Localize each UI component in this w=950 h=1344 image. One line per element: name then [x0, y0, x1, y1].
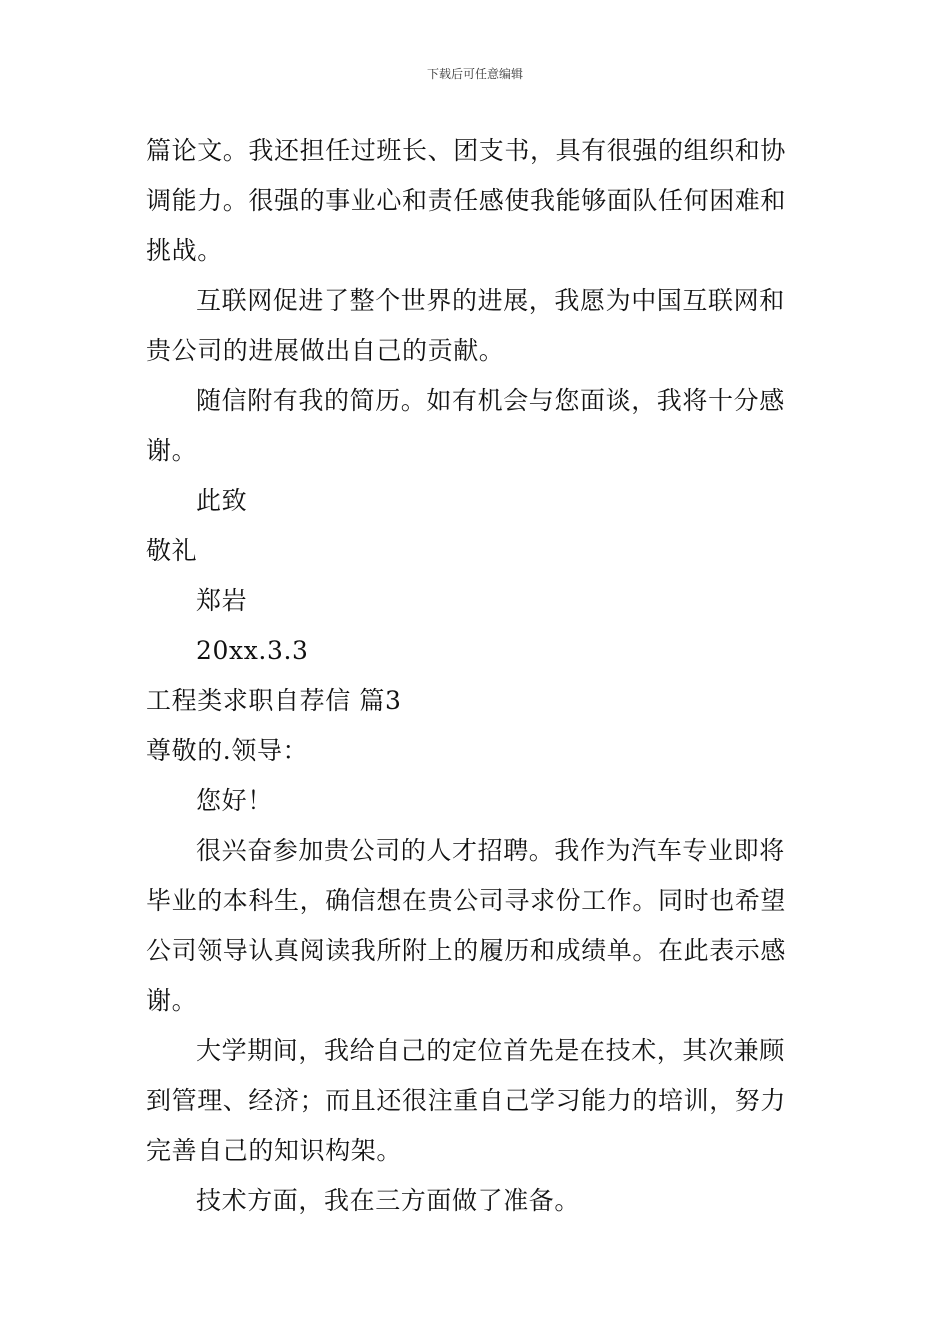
closing-phrase: 此致 — [196, 486, 248, 515]
section-title: 工程类求职自荐信 篇3 — [146, 686, 402, 715]
paragraph-line: 到管理、经济；而且还很注重自己学习能力的培训，努力 — [146, 1086, 787, 1115]
paragraph-line: 调能力。很强的事业心和责任感使我能够面队任何困难和 — [146, 186, 787, 215]
paragraph-line: 谢。 — [146, 986, 198, 1015]
paragraph-line: 贵公司的进展做出自己的贡献。 — [146, 336, 505, 365]
paragraph-line: 完善自己的知识构架。 — [146, 1136, 403, 1165]
paragraph-line: 挑战。 — [146, 236, 223, 265]
document-body — [146, 126, 806, 1226]
paragraph-line: 谢。 — [146, 436, 198, 465]
salutation-closing: 敬礼 — [146, 536, 198, 565]
paragraph-line: 互联网促进了整个世界的进展，我愿为中国互联网和 — [196, 286, 785, 315]
paragraph-line: 随信附有我的简历。如有机会与您面谈，我将十分感 — [196, 386, 785, 415]
paragraph-line: 很兴奋参加贵公司的人才招聘。我作为汽车专业即将 — [196, 836, 785, 865]
greeting: 您好！ — [196, 786, 273, 815]
paragraph-line: 技术方面，我在三方面做了准备。 — [196, 1186, 581, 1215]
signature-name: 郑岩 — [196, 586, 248, 615]
letter-salutation: 尊敬的.领导： — [146, 736, 309, 765]
paragraph-line: 公司领导认真阅读我所附上的履历和成绩单。在此表示感 — [146, 936, 787, 965]
signature-date: 20xx.3.3 — [196, 636, 309, 665]
paragraph-line: 篇论文。我还担任过班长、团支书，具有很强的组织和协 — [146, 136, 787, 165]
page-header: 下载后可任意编辑 — [426, 67, 523, 81]
paragraph-line: 毕业的本科生，确信想在贵公司寻求份工作。同时也希望 — [146, 886, 787, 915]
paragraph-line: 大学期间，我给自己的定位首先是在技术，其次兼顾 — [196, 1036, 785, 1065]
